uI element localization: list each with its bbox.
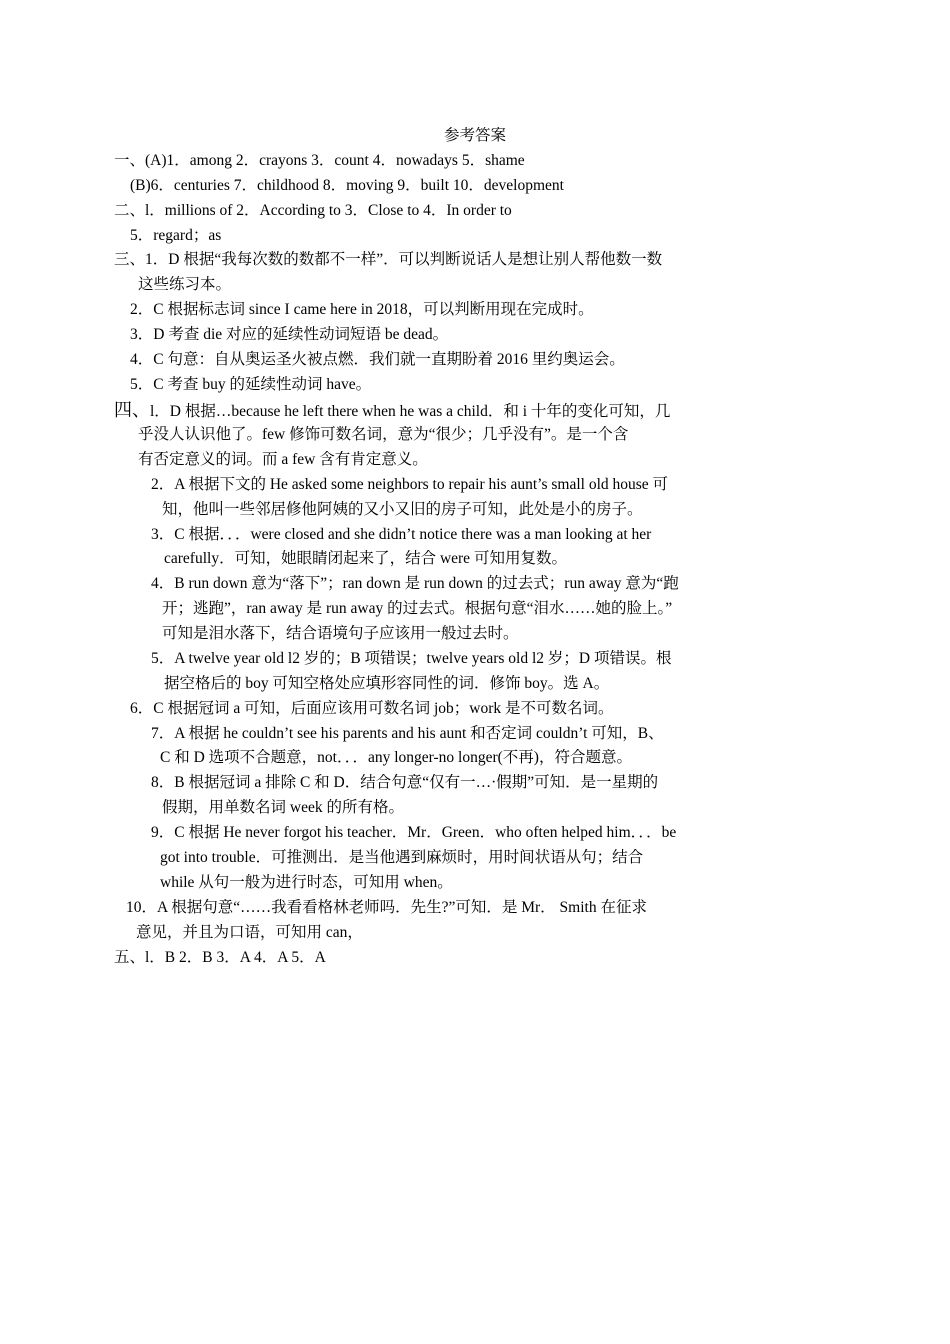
section-4-q9-line-3: while 从句一般为进行时态，可知用 when。 bbox=[160, 874, 453, 891]
section-4-q3-line-2: carefully．可知，她眼睛闭起来了，结合 were 可知用复数。 bbox=[164, 550, 567, 567]
section-3-q1-line-1: 三、1．D 根据“我每次数的数都不一样”．可以判断说话人是想让别人帮他数一数 bbox=[114, 251, 663, 268]
section-1-line-a: 一、(A)1．among 2．crayons 3．count 4．nowadays 5．shame bbox=[114, 152, 525, 169]
section-4-q10-line-2: 意见，并且为口语，可知用 can， bbox=[136, 924, 363, 941]
section-3-q4: 4．C 句意：自从奥运圣火被点燃．我们就一直期盼着 2016 里约奥运会。 bbox=[130, 351, 625, 368]
section-4-q3-line-1: 3．C 根据．．．were closed and she didn’t notice there was a man looking at her bbox=[151, 526, 652, 543]
section-4-q4-line-1: 4．B run down 意为“落下”；ran down 是 run down 的过去式；run away 意为“跑 bbox=[151, 575, 679, 592]
section-4-q10-line-1: 10．A 根据句意“……我看看格林老师吗．先生?”可知．是 Mr． Smith 在征求 bbox=[126, 899, 647, 916]
section-4-q2-line-2: 知，他叫一些邻居修他阿姨的又小又旧的房子可知，此处是小的房子。 bbox=[162, 501, 643, 518]
section-4-q7-line-1: 7．A 根据 he couldn’t see his parents and his aunt 和否定词 couldn’t 可知，B、 bbox=[151, 725, 664, 742]
section-3-q3: 3．D 考查 die 对应的延续性动词短语 be dead。 bbox=[130, 326, 449, 343]
section-4-marker: 四、 bbox=[114, 400, 150, 420]
section-4-q5-line-2: 据空格后的 boy 可知空格处应填形容同性的词．修饰 boy。选 A。 bbox=[164, 675, 610, 692]
section-4-q4-line-2: 开；逃跑”，ran away 是 run away 的过去式。根据句意“泪水……她的脸上。” bbox=[162, 600, 673, 617]
section-4-q2-line-1: 2．A 根据下文的 He asked some neighbors to repair his aunt’s small old house 可 bbox=[151, 476, 669, 493]
section-4-q6: 6．C 根据冠词 a 可知，后面应该用可数名词 job；work 是不可数名词。 bbox=[130, 700, 614, 717]
section-3-q5: 5．C 考查 buy 的延续性动词 have。 bbox=[130, 376, 372, 393]
section-2-line-2: 5．regard；as bbox=[130, 227, 222, 244]
section-4-q8-line-1: 8．B 根据冠词 a 排除 C 和 D．结合句意“仅有一…·假期”可知．是一星期的 bbox=[151, 774, 659, 791]
section-4-q1-line-2: 乎没人认识他了。few 修饰可数名词，意为“很少；几乎没有”。是一个含 bbox=[138, 426, 629, 443]
page-title: 参考答案 bbox=[443, 127, 506, 144]
section-1-line-b: (B)6．centuries 7．childhood 8．moving 9．built 10．development bbox=[130, 177, 564, 194]
section-4-q8-line-2: 假期，用单数名词 week 的所有格。 bbox=[162, 799, 404, 816]
section-4-q5-line-1: 5．A twelve year old l2 岁的；B 项错误；twelve years old l2 岁；D 项错误。根 bbox=[151, 650, 672, 667]
section-4-q1-text: l．D 根据…because he left there when he was a child．和 i 十年的变化可知，几 bbox=[150, 403, 671, 420]
section-4-q9-line-2: got into trouble．可推测出．是当他遇到麻烦时，用时间状语从句；结合 bbox=[160, 849, 644, 866]
section-4-q9-line-1: 9．C 根据 He never forgot his teacher．Mr．Green．who often helped him．．．be bbox=[151, 824, 677, 841]
section-5-line: 五、l．B 2．B 3．A 4．A 5．A bbox=[114, 949, 326, 966]
section-3-q1-line-2: 这些练习本。 bbox=[138, 276, 232, 293]
section-4-q1-line-1 bbox=[114, 398, 670, 424]
section-3-q2: 2．C 根据标志词 since I came here in 2018，可以判断用现在完成时。 bbox=[130, 301, 594, 318]
section-4-q7-line-2: C 和 D 选项不合题意，not．．．any longer-no longer(不再)，符合题意。 bbox=[160, 749, 632, 766]
section-2-line-1: 二、l．millions of 2．According to 3．Close to 4．In order to bbox=[114, 202, 512, 219]
section-4-q1-line-3: 有否定意义的词。而 a few 含有肯定意义。 bbox=[138, 451, 428, 468]
section-4-q4-line-3: 可知是泪水落下，结合语境句子应该用一般过去时。 bbox=[162, 625, 519, 642]
